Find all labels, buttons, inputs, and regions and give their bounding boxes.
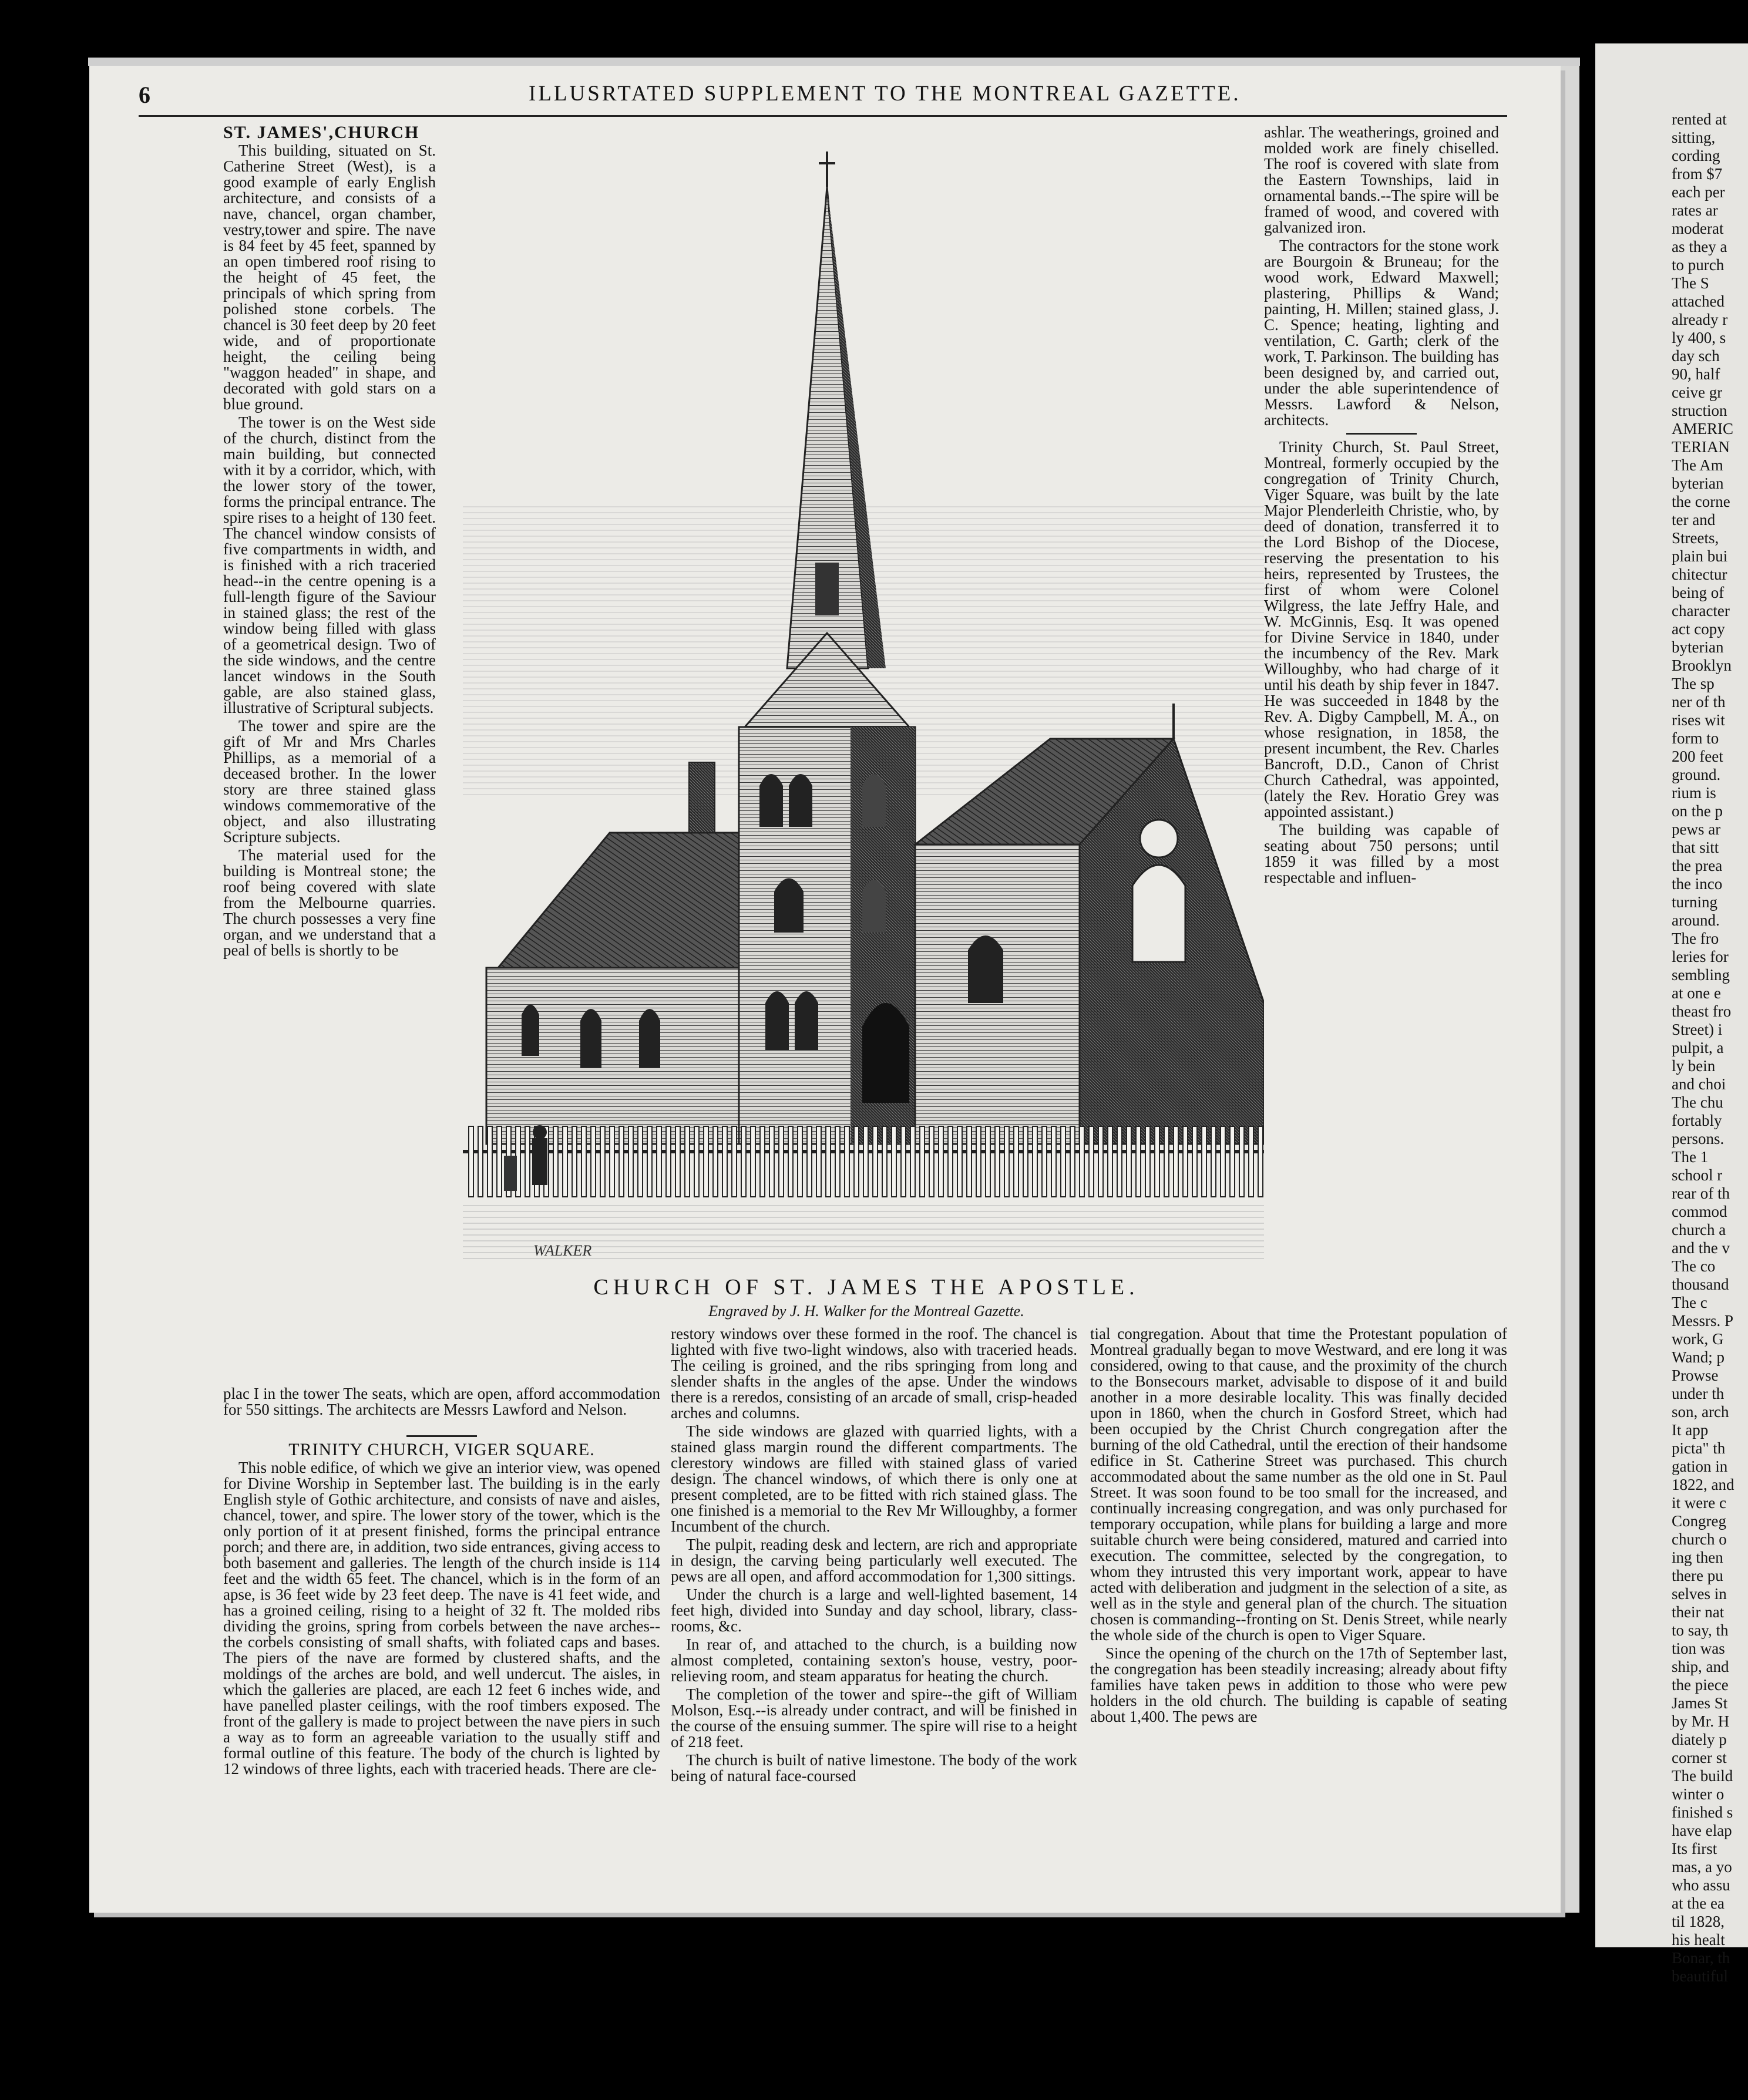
fragment-line: ceive gr [1672, 383, 1723, 401]
fragment-line: to purch [1672, 256, 1725, 274]
fragment-line: ship, and [1672, 1658, 1729, 1675]
column-right-top [1264, 124, 1499, 1411]
fragment-line: character [1672, 602, 1730, 620]
fragment-line: finished s [1672, 1803, 1733, 1821]
fragment-line: fortably [1672, 1112, 1722, 1129]
fragment-line: 1822, and [1672, 1476, 1734, 1493]
fragment-line: on the p [1672, 802, 1723, 820]
fragment-line: to say, th [1672, 1621, 1729, 1639]
fragment-line: rium is [1672, 784, 1716, 802]
fragment-line: persons. [1672, 1130, 1725, 1147]
fragment-line: already r [1672, 311, 1728, 328]
fragment-line: Wand; p [1672, 1348, 1725, 1366]
fragment-line: son, arch [1672, 1403, 1729, 1421]
article-paragraph: In rear of, and attached to the church, is a building now almost completed, containing sexton's house, vestry, poor-relieving room, and steam apparatus for heating the church. [671, 1635, 1077, 1685]
fragment-line: the piece [1672, 1676, 1729, 1694]
fragment-line: The S [1672, 274, 1709, 292]
fragment-line: struction [1672, 402, 1727, 419]
fragment-line: school r [1672, 1166, 1723, 1184]
article-paragraph: The church is built of native limestone. The body of the work being of natural face-coursed [671, 1751, 1077, 1785]
fragment-line: picta" th [1672, 1439, 1726, 1457]
fragment-line: his healt [1672, 1931, 1725, 1948]
article-paragraph: The tower is on the West side of the church, distinct from the main building, but connected with it by a corridor, which, with the lower story of the tower, forms the principal entrance. The spire rises to a height of 130 feet. The chancel window consists of five compartments in width, and is finished with a rich traceried head--in the centre opening is a full-length figure of the Saviour in stained glass; the rest of the window being filled with glass of a geometrical design. Two of the side windows, and the centre lancet windows in the South gable, are also stained glass, illustrative of Scriptural subjects. [223, 413, 436, 716]
fragment-line: at one e [1672, 984, 1721, 1002]
fragment-line: at the ea [1672, 1894, 1725, 1912]
fragment-line: mas, a yo [1672, 1858, 1732, 1876]
fragment-line: The build [1672, 1767, 1733, 1785]
fragment-line: theast fro [1672, 1002, 1732, 1020]
fragment-line: byterian [1672, 638, 1724, 656]
fragment-line: from $7 [1672, 165, 1723, 183]
tower [739, 633, 915, 1144]
page-number: 6 [139, 82, 150, 108]
article-heading-trinity: TRINITY CHURCH, VIGER SQUARE. [288, 1440, 595, 1459]
page-edge-right [1561, 66, 1579, 1913]
fragment-line: til 1828, [1672, 1913, 1725, 1930]
fragment-line: rises wit [1672, 711, 1725, 729]
fragment-line: rear of th [1672, 1184, 1730, 1202]
article-paragraph: The completion of the tower and spire--the gift of William Molson, Esq.--is already under contract, and will be finished in the course of the ensuing summer. The spire will rise to a height of 218 feet. [671, 1685, 1077, 1751]
fragment-line: Bonar, th [1672, 1949, 1730, 1967]
fragment-line: who assu [1672, 1876, 1730, 1894]
article-paragraph: This noble edifice, of which we give an interior view, was opened for Divine Worship in September last. The building is in the early English style of Gothic architecture, and consists of nave and aisles, chancel, tower, and spire. The lower story of the tower, which is the only portion of it at present finished, forms the principal entrance porch; and there are, in addition, two side entrances, giving access to both basement and galleries. The length of the church inside is 114 feet and the width 65 feet. The chancel, which is in the form of an apse, is 36 feet wide by 23 feet deep. The nave is 41 feet wide, and has a groined ceiling, rising to a height of 32 ft. The molded ribs dividing the groins, spring from corbels between the nave arches--the corbels consisting of small shafts, with foliated caps and bases. The piers of the nave are formed by clustered shafts, and the moldings of the arches are bold, and well undercut. The aisles, in which the galleries are placed, are each 12 feet 6 inches wide, and have panelled plaster ceilings, with the roof timbers exposed. The front of the gallery is made to project between the nave piers in such a way as to form an agreeable variation to the usually stiff and formal outline of this feature. The body of the church is lighted by 12 windows of three lights, each with traceried heads. There are cle- [223, 1459, 660, 1778]
fragment-line: being of [1672, 584, 1725, 601]
column-middle [671, 1326, 1077, 1972]
fragment-line: leries for [1672, 948, 1729, 965]
fragment-line: the inco [1672, 875, 1723, 893]
fragment-line: work, G [1672, 1330, 1724, 1348]
engraving-credit: Engraved by J. H. Walker for the Montreal Gazette. [708, 1303, 1024, 1320]
article-paragraph: This building, situated on St. Catherine Street (West), is a good example of early English architecture, and consists of a nave, chancel, organ chamber, vestry,tower and spire. The nave is 84 feet by 45 feet, spanned by an open timbered roof rising to the height of 45 feet, the principals of which spring from polished stone corbels. The chancel is 30 feet deep by 20 feet wide, and of proportionate height, the ceiling being "waggon headed" in shape, and decorated with gold stars on a blue ground. [223, 142, 436, 413]
article-paragraph: Under the church is a large and well-lighted basement, 14 feet high, divided into Sunday and day school, library, class-rooms, &c. [671, 1586, 1077, 1635]
fragment-line: ground. [1672, 766, 1721, 783]
fragment-line: ly 400, s [1672, 329, 1726, 346]
fragment-line: the corne [1672, 493, 1730, 510]
fragment-line: have elap [1672, 1822, 1732, 1839]
fragment-line: Its first [1672, 1840, 1717, 1857]
fragment-line: 90, half [1672, 365, 1720, 383]
article-paragraph: The material used for the building is Montreal stone; the roof being covered with slate from the Melbourne quarries. The church possesses a very fine organ, and we understand that a peal of bells is shortly to be [223, 846, 436, 959]
fragment-line: diately p [1672, 1731, 1727, 1748]
fragment-line: form to [1672, 729, 1719, 747]
section-divider [1346, 433, 1417, 435]
fragment-line: James St [1672, 1694, 1728, 1712]
section-divider [406, 1435, 477, 1437]
fragment-line: turning [1672, 893, 1717, 911]
article-paragraph: tial congregation. About that time the Protestant population of Montreal gradually began to move Westward, and ere long it was considered, owing to that cause, and the proximity of the church to the Bonsecours market, advisable to dispose of it and build another in a more desirable locality. This was finally decided upon in 1860, when the church in Gosford Street, which had been occupied by the Christ Church congregation after the burning of the old Cathedral, until the erection of their handsome edifice in St. Catherine Street was purchased. This church accommodated about the same number as the old one in St. Paul Street. It was soon found to be too small for the increased, and continually increasing congregation, and was only purchased for temporary occupation, while plans for building a large and more suitable church were being considered, matured and carried into execution. The committee, selected by the congregation, to whom they intrusted this very important work, appear to have acted with deliberation and judgment in the selection of a site, as well as in the style and general plan of the church. The situation chosen is commanding--fronting on St. Denis Street, while nearly the whole side of the church is open to Viger Square. [1090, 1326, 1507, 1644]
fragment-line: beautiful [1672, 1967, 1728, 1985]
fragment-line: moderat [1672, 220, 1724, 237]
article-paragraph: plac I in the tower The seats, which are open, afford accommodation for 550 sittings. The architects are Messrs Lawford and Nelson. [223, 1386, 660, 1418]
fragment-line: selves in [1672, 1585, 1727, 1603]
page-edge-top [88, 58, 1580, 66]
fragment-line: under th [1672, 1385, 1725, 1402]
fragment-line: around. [1672, 911, 1720, 929]
page-header-title: ILLUSRTATED SUPPLEMENT TO THE MONTREAL GAZETTE. [529, 82, 1241, 106]
column-right-bottom [1090, 1326, 1507, 1972]
article-paragraph: The pulpit, reading desk and lectern, are rich and appropriate in design, the carving being particularly well executed. The pews are all open, and afford accommodation for 1,300 sittings. [671, 1536, 1077, 1585]
article-paragraph: restory windows over these formed in the roof. The chancel is lighted with five two-light windows, also with traceried heads. The ceiling is groined, and the ribs springing from long and slender shafts in the angles of the apse. Under the windows there is a reredos, consisting of an arcade of small, crisp-headed arches and columns. [671, 1326, 1077, 1422]
fragment-line: 200 feet [1672, 748, 1723, 765]
article-heading-st-james: ST. JAMES',CHURCH [223, 124, 420, 142]
article-paragraph: The side windows are glazed with quarried lights, with a stained glass margin round the different compartments. The clerestory windows are filled with stained glass of varied design. The chancel windows, of which there is only one at present completed, are to be fitted with rich stained glass. The one finished is a memorial to the Rev Mr Willoughby, a former Incumbent of the church. [671, 1422, 1077, 1535]
fragment-line: winter o [1672, 1785, 1725, 1803]
column-st-james [223, 124, 436, 1388]
engraving-caption: CHURCH OF ST. JAMES THE APOSTLE. [593, 1275, 1139, 1300]
fragment-line: attached [1672, 292, 1725, 310]
fragment-line: church o [1672, 1530, 1727, 1548]
fragment-line: sembling [1672, 966, 1730, 984]
church-engraving [463, 152, 1264, 1273]
fragment-line: ner of th [1672, 693, 1726, 711]
fragment-line: The 1 [1672, 1148, 1709, 1166]
adjacent-page-text [1672, 112, 1748, 1987]
fragment-line: there pu [1672, 1567, 1723, 1584]
fragment-line: act copy [1672, 620, 1725, 638]
fragment-line: sitting, [1672, 129, 1716, 146]
fragment-line: Congreg [1672, 1512, 1726, 1530]
fragment-line: Streets, [1672, 529, 1719, 547]
fragment-line: Brooklyn [1672, 657, 1732, 674]
fragment-line: that sitt [1672, 839, 1719, 856]
fragment-line: and choi [1672, 1075, 1726, 1093]
fragment-line: pulpit, a [1672, 1039, 1724, 1056]
fragment-line: rates ar [1672, 201, 1718, 219]
fragment-line: commod [1672, 1203, 1727, 1220]
article-paragraph: Trinity Church, St. Paul Street, Montreal, formerly occupied by the congregation of Trinity Church, Viger Square, was built by the late Major Plenderleith Christie, who, by deed of donation, transferred it to the Lord Bishop of the Diocese, reserving the presentation to his heirs, represented by Trustees, the first of whom were Colonel Wilgress, the late Jeffry Hale, and W. McGinnis, Esq. It was opened for Divine Service in 1840, under the incumbency of the Rev. Mark Willoughby, who had charge of it until his death by ship fever in 1847. He was succeeded in 1848 by the Rev. A. Digby Campbell, M. A., on whose resignation, in 1858, the present incumbent, the Rev. Charles Bancroft, D.D., Canon of Christ Church Cathedral, was appointed, (lately the Rev. Horatio Grey was appointed assistant.) [1264, 438, 1499, 820]
fragment-line: Street) i [1672, 1021, 1723, 1038]
fragment-line: gation in [1672, 1458, 1728, 1475]
fragment-line: day sch [1672, 347, 1720, 365]
column-left-lower [223, 1386, 660, 1973]
fragment-line: The c [1672, 1294, 1707, 1311]
fragment-line: byterian [1672, 474, 1724, 492]
fragment-line: The sp [1672, 675, 1715, 692]
fragment-line: The Am [1672, 456, 1723, 474]
fragment-line: plain bui [1672, 547, 1728, 565]
fragment-line: their nat [1672, 1603, 1725, 1621]
fragment-line: The chu [1672, 1093, 1723, 1111]
fragment-line: The fro [1672, 930, 1719, 947]
fragment-line: pews ar [1672, 820, 1721, 838]
fragment-line: each per [1672, 183, 1725, 201]
article-paragraph: The building was capable of seating about 750 persons; until 1859 it was filled by a most respectable and influen- [1264, 821, 1499, 886]
fragment-line: the prea [1672, 857, 1723, 874]
fragment-line: corner st [1672, 1749, 1727, 1766]
fragment-line: and the v [1672, 1239, 1730, 1257]
fragment-line: church a [1672, 1221, 1726, 1239]
article-paragraph: The contractors for the stone work are Bourgoin & Bruneau; for the wood work, Edward Maxwell; plastering, Phillips & Wand; painting, H. Millen; stained glass, J. C. Spence; heating, lighting and ventilation, C. Garth; clerk of the work, T. Parkinson. The building has been designed by, and carried out, under the able superintendence of Messrs. Lawford & Nelson, architects. [1264, 237, 1499, 429]
fragment-line: ter and [1672, 511, 1716, 529]
fragment-line: TERIAN [1672, 438, 1730, 456]
fragment-line: Prowse [1672, 1367, 1719, 1384]
fragment-line: as they a [1672, 238, 1727, 255]
fragment-line: ly bein [1672, 1057, 1716, 1075]
article-paragraph: Since the opening of the church on the 17th of September last, the congregation has been steadily increasing; already about fifty families have taken pews in addition to those who were pew holders in the old church. The building is capable of seating about 1,400. The pews are [1090, 1644, 1507, 1725]
header-rule [139, 115, 1507, 117]
fragment-line: chitectur [1672, 566, 1727, 583]
fragment-line: The co [1672, 1257, 1716, 1275]
fragment-line: tion was [1672, 1640, 1725, 1657]
fragment-line: thousand [1672, 1276, 1729, 1293]
article-paragraph: ashlar. The weatherings, groined and molded work are finely chiselled. The roof is covered with slate from the Eastern Townships, laid in ornamental bands.--The spire will be framed of wood, and covered with galvanized iron. [1264, 124, 1499, 236]
fragment-line: cording [1672, 147, 1720, 164]
fragment-line: It app [1672, 1421, 1709, 1439]
fragment-line: rented at [1672, 112, 1727, 128]
article-paragraph: The tower and spire are the gift of Mr and Mrs Charles Phillips, as a memorial of a deceased brother. In the lower story are three stained glass windows commemorative of the object, and also illustrating Scripture subjects. [223, 717, 436, 846]
fragment-line: by Mr. H [1672, 1712, 1730, 1730]
fragment-line: Messrs. P [1672, 1312, 1734, 1330]
fragment-line: AMERIC [1672, 420, 1734, 438]
fragment-line: it were c [1672, 1494, 1726, 1512]
fragment-line: ing then [1672, 1549, 1723, 1566]
engraver-signature: WALKER [533, 1242, 592, 1259]
